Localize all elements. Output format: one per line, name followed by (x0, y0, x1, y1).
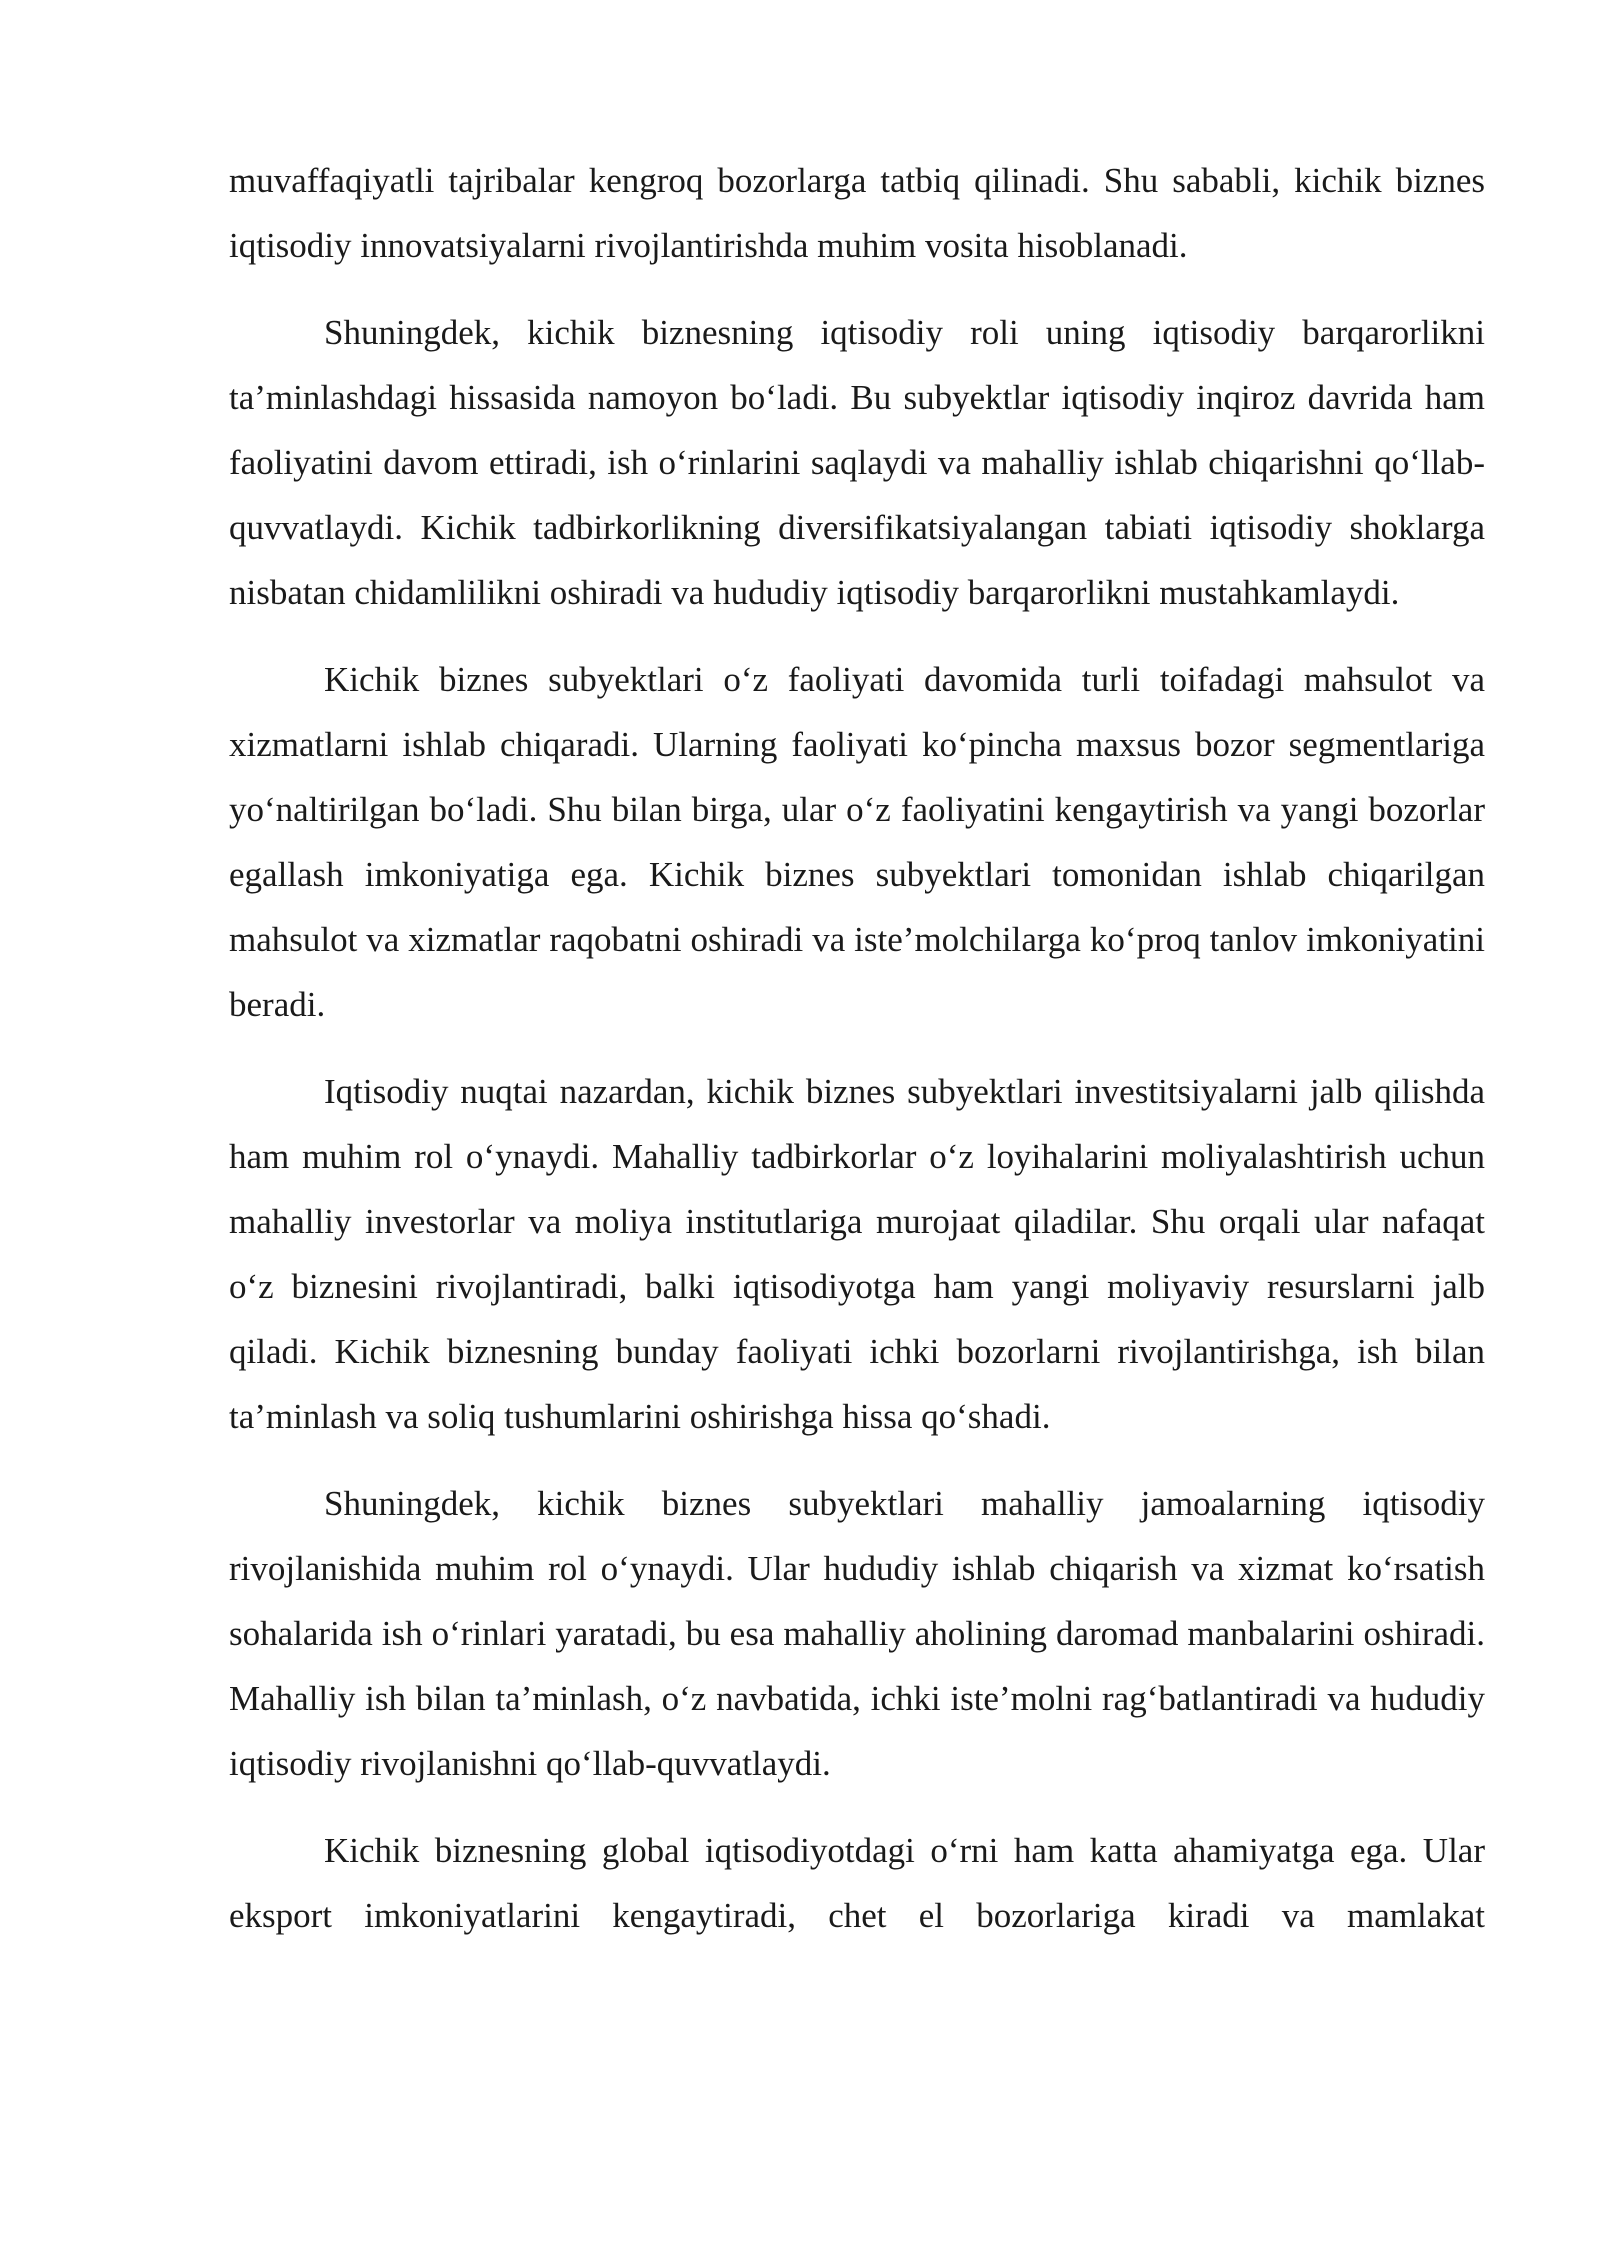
paragraph-3: Kichik biznes subyektlari o‘z faoliyati davomida turli toifadagi mahsulot va xizmatlarni ishlab chiqaradi. Ularning faoliyati ko‘pincha maxsus bozor segmentlariga yo‘naltirilgan bo‘ladi. Shu bilan birga, ular o‘z faoliyatini kengaytirish va yangi bozorlar egallash imkoniyatiga ega. Kichik biznes subyektlari tomonidan ishlab chiqarilgan mahsulot va xizmatlar raqobatni oshiradi va iste’molchilarga ko‘proq tanlov imkoniyatini beradi. (229, 660, 1485, 1024)
document-body (229, 148, 1485, 1970)
paragraph-2: Shuningdek, kichik biznesning iqtisodiy roli uning iqtisodiy barqarorlikni ta’minlashdagi hissasida namoyon bo‘ladi. Bu subyektlar iqtisodiy inqiroz davrida ham faoliyatini davom ettiradi, ish o‘rinlarini saqlaydi va mahalliy ishlab chiqarishni qo‘llab-quvvatlaydi. Kichik tadbirkorlikning diversifikatsiyalangan tabiati iqtisodiy shoklarga nisbatan chidamlilikni oshiradi va hududiy iqtisodiy barqarorlikni mustahkamlaydi. (229, 313, 1485, 612)
paragraph-5: Shuningdek, kichik biznes subyektlari mahalliy jamoalarning iqtisodiy rivojlanishida muhim rol o‘ynaydi. Ular hududiy ishlab chiqarish va xizmat ko‘rsatish sohalarida ish o‘rinlari yaratadi, bu esa mahalliy aholining daromad manbalarini oshiradi. Mahalliy ish bilan ta’minlash, o‘z navbatida, ichki iste’molni rag‘batlantiradi va hududiy iqtisodiy rivojlanishni qo‘llab-quvvatlaydi. (229, 1484, 1485, 1783)
paragraph-6: Kichik biznesning global iqtisodiyotdagi o‘rni ham katta ahamiyatga ega. Ular eksport imkoniyatlarini kengaytiradi, chet el bozorlariga kiradi va mamlakat (229, 1831, 1485, 1935)
paragraph-4: Iqtisodiy nuqtai nazardan, kichik biznes subyektlari investitsiyalarni jalb qilishda ham muhim rol o‘ynaydi. Mahalliy tadbirkorlar o‘z loyihalarini moliyalashtirish uchun mahalliy investorlar va moliya institutlariga murojaat qiladilar. Shu orqali ular nafaqat o‘z biznesini rivojlantiradi, balki iqtisodiyotga ham yangi moliyaviy resurslarni jalb qiladi. Kichik biznesning bunday faoliyati ichki bozorlarni rivojlantirishga, ish bilan ta’minlash va soliq tushumlarini oshirishga hissa qo‘shadi. (229, 1072, 1485, 1436)
paragraph-1: muvaffaqiyatli tajribalar kengroq bozorlarga tatbiq qilinadi. Shu sababli, kichik biznes iqtisodiy innovatsiyalarni rivojlantirishda muhim vosita hisoblanadi. (229, 161, 1485, 265)
